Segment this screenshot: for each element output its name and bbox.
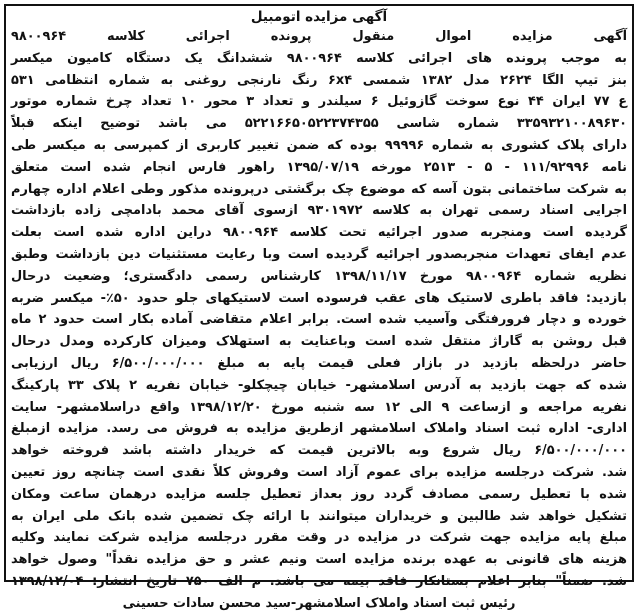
- notice-signature: رئیس ثبت اسناد واملاک اسلامشهر-سید محسن سادات حسینی: [122, 595, 516, 611]
- notice-line: نامه ۱۱۱/۹۲۹۹۶ - ۵ - ۲۵۱۳ مورخه ۱۳۹۵/۰۷/۱۹ راهور فارس انجام شده است متعلق: [11, 159, 627, 175]
- notice-line: شد. ضمناً" بنابر اعلام بستانکار فاقد بیمه می باشد. م الف ۷۵۰ تاریخ انتشار: ۱۳۹۸/۱۲/۰۴: [11, 573, 628, 589]
- notice-line: نفریه مراجعه و ازساعت ۹ الی ۱۲ سه شنبه مورخ ۱۳۹۸/۱۲/۲۰ واقع دراسلامشهر- سایت: [11, 399, 628, 415]
- notice-line: به موجب پرونده های اجرائی کلاسه ۹۸۰۰۹۶۴ ششدانگ یک دستگاه کامیون میکسر: [11, 50, 627, 66]
- notice-line: بازدید: فاقد باطری لاستیک های عقب فرسوده است لاستیکهای جلو حدود ۵۰٪- میکسر ضربه: [11, 290, 628, 306]
- notice-line: بنز تیپ الگا ۲۶۲۴ مدل ۱۳۸۲ شمسی ۶x۴ رنگ نارنجی روغنی به شماره انتظامی ۵۳۱: [11, 72, 627, 88]
- notice-line: ع ۷۷ ایران ۴۴ نوع سوخت گازوئیل ۶ سیلندر و تعداد ۳ محور ۱۰ تعداد چرخ شماره موتور: [11, 94, 628, 110]
- notice-line: دارای پلاک کشوری به شماره ۹۹۹۹۶ بوده که ضمن تغییر کاربری از کمپرسی به میکسر طی: [11, 137, 627, 153]
- notice-line: خورده و دچار فرورفتگی وآسیب شده است. برابر اعلام متقاضی آماده بکار است حدود ۲ ماه: [11, 312, 628, 328]
- notice-title: آگهی مزایده اتومبیل: [250, 9, 388, 25]
- notice-line: به شرکت ساختمانی بتون آسه که موضوع چک برگشتی درپرونده مذکور وطی اعلام اداره چهارم: [11, 181, 627, 197]
- notice-line: شد. شرکت درجلسه مزایده برای عموم آزاد است وفروش کلاً نقدی است چنانچه روز تعیین: [11, 464, 627, 480]
- notice-line: گردیده است ومنجربه صدور اجرائیه تحت کلاسه ۹۸۰۰۹۶۴ دراین اداره شده است بعلت: [11, 225, 627, 241]
- notice-frame: [4, 4, 634, 611]
- notice-line: عدم ایفای تعهدات منجربصدور اجرائیه گردیده است وبا رعایت مستثنیات دین بازداشت وطبق: [11, 246, 627, 262]
- notice-line: شده که جهت بازدید به آدرس اسلامشهر- خیابان چیچکلو- خیابان نفریه ۲ پلاک ۳۳ پارکینگ: [11, 377, 628, 393]
- notice-line: تشکیل خواهد شد طالبین و خریداران میتوانند با ارائه چک تضمین شده بانک ملی ایران به: [11, 508, 627, 524]
- notice-line: هزینه های قانونی به عهده برنده مزایده است ونیم عشر و حق مزایده نقداً" وصول خواهد: [11, 552, 627, 568]
- notice-line: ۶/۵۰۰/۰۰۰/۰۰۰ ریال شروع وبه بالاترین قیمت که خریدار داشته باشد فروخته خواهد: [11, 443, 627, 459]
- notice-body: [11, 26, 627, 593]
- notice-line: اداری- اداره ثبت اسناد واملاک اسلامشهر ازطریق مزایده به فروش می رسد. مزایده ازمبلغ: [11, 421, 627, 437]
- notice-line: مبلغ پایه مزایده جهت شرکت در مزایده در وقت مقرر درجلسه مزایده شرکت نمایند وکلیه: [11, 530, 627, 546]
- notice-line: قبل روشن به گاراژ منتقل شده است وباعنایت به استهلاک ومیزان کارکرده ومدل درحال: [11, 334, 627, 350]
- notice-line: آگهی مزایده اموال منقول پرونده اجرائی کلاسه ۹۸۰۰۹۶۴: [11, 29, 627, 44]
- notice-line: اجرایی اسناد رسمی تهران به کلاسه ۹۳۰۱۹۷۲ ازسوی آقای محمد بادامچی زاده بازداشت: [11, 203, 627, 219]
- notice-line: حاضر درلحظه بازدید در بازار فعلی قیمت پایه به مبلغ ۶/۵۰۰/۰۰۰/۰۰۰ ریال ارزیابی: [11, 355, 627, 371]
- notice-line: شده با تعطیل رسمی مصادف گردد روز بعداز تعطیل جلسه مزایده درهمان ساعت ومکان: [11, 486, 627, 502]
- notice-line: ۳۳۵۹۳۲۱۰۰۸۹۶۳۰ شماره شاسی ۵۲۲۱۶۶۵۰۵۲۲۳۷۴۳۵۵ می باشد توضیح اینکه قبلاً: [11, 116, 627, 132]
- notice-line: نظریه شماره ۹۸۰۰۹۶۴ مورخ ۱۳۹۸/۱۱/۱۷ کارشناس رسمی دادگستری؛ وضعیت درحال: [11, 268, 627, 284]
